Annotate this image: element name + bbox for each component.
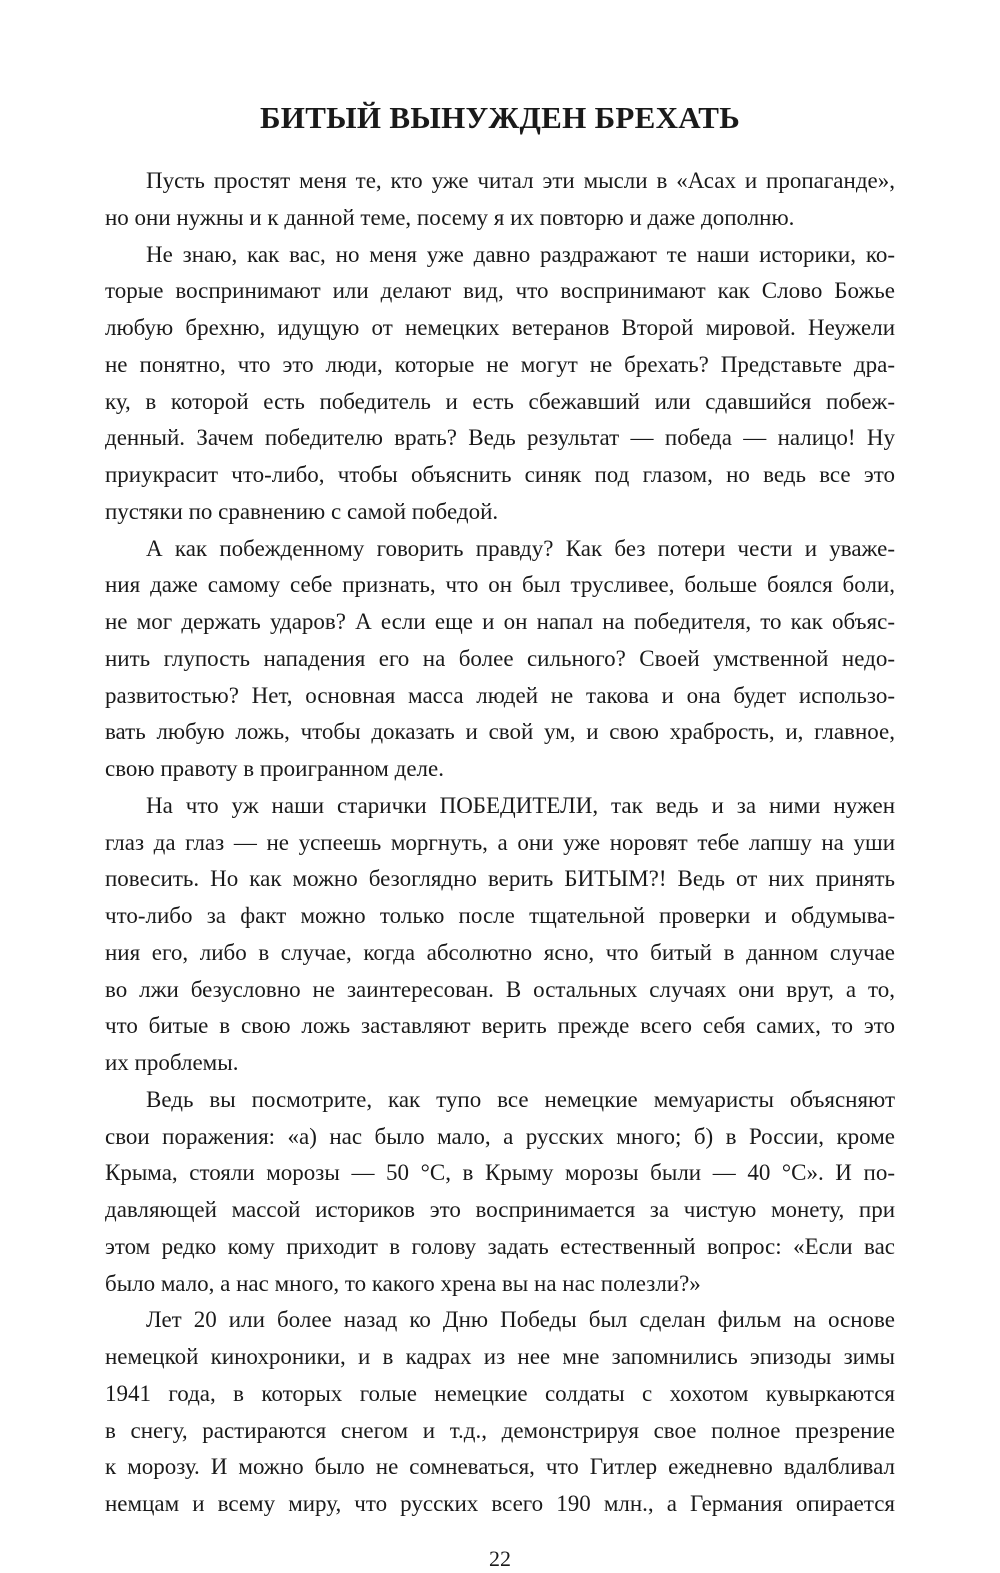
text-line: Ведь вы посмотрите, как тупо все немецкие мемуаристы объясняют (146, 1086, 895, 1112)
text-line: было мало, а нас много, то какого хрена вы на нас полезли?» (105, 1270, 701, 1296)
paragraph (105, 1082, 895, 1303)
text-line: глаз да глаз — не успеешь моргнуть, а они уже норовят тебе лапшу на уши (105, 829, 895, 855)
text-line: Лет 20 или более назад ко Дню Победы был сделан фильм на основе (146, 1307, 895, 1333)
text-line: что битые в свою ложь заставляют верить прежде всего себя самих, то это (105, 1013, 895, 1039)
text-line: немецкой кинохроники, и в кадрах из нее мне запомнились эпизоды зимы (105, 1344, 895, 1369)
text-line: не понятно, что это люди, которые не могут не брехать? Представьте дра- (105, 351, 895, 377)
text-line: немцам и всему миру, что русских всего 190 млн., а Германия опирается (105, 1491, 895, 1516)
text-line: не мог держать ударов? А если еще и он напал на победителя, то как объяс- (105, 609, 895, 634)
paragraph (105, 788, 895, 1082)
chapter-title: БИТЫЙ ВЫНУЖДЕН БРЕХАТЬ (259, 100, 741, 135)
text-line: Крыма, стояли морозы — 50 °С, в Крыму морозы были — 40 °С». И по- (105, 1160, 895, 1186)
text-line: во лжи безусловно не заинтересован. В остальных случаях они врут, а то, (105, 976, 895, 1002)
text-line: любую брехню, идущую от немецких ветеранов Второй мировой. Неужели (105, 315, 895, 340)
text-line: вать любую ложь, чтобы доказать и свой ум, и свою храбрость, и, главное, (105, 719, 895, 745)
text-line: 1941 года, в которых голые немецкие солдаты с хохотом кувыркаются (105, 1380, 895, 1406)
text-line: А как побежденному говорить правду? Как без потери чести и уваже- (146, 535, 895, 561)
text-line: развитостью? Нет, основная масса людей не такова и она будет использо- (105, 682, 895, 708)
text-line: нить глупость нападения его на более сильного? Своей умственной недо- (105, 645, 895, 671)
paragraph (105, 163, 895, 237)
text-line: пустяки по сравнению с самой победой. (105, 498, 499, 524)
text-line: денный. Зачем победителю врать? Ведь результат — победа — налицо! Ну (105, 425, 895, 451)
text-line: их проблемы. (105, 1050, 239, 1075)
paragraph (105, 531, 895, 788)
text-line: свои поражения: «а) нас было мало, а русских много; б) в России, кроме (105, 1123, 895, 1149)
text-line: ку, в которой есть победитель и есть сбежавший или сдавшийся побеж- (105, 388, 895, 414)
text-line: к морозу. И можно было не сомневаться, что Гитлер ежедневно вдалбливал (105, 1454, 895, 1480)
text-line: свою правоту в проигранном деле. (105, 756, 444, 781)
text-line: ния даже самому себе признать, что он был трусливее, больше боялся боли, (105, 572, 895, 598)
text-line: повесить. Но как можно безоглядно верить БИТЫМ?! Ведь от них принять (105, 866, 895, 892)
paragraph (105, 237, 895, 531)
text-line: ния его, либо в случае, когда абсолютно ясно, что битый в данном случае (105, 939, 895, 965)
page-number: 22 (489, 1545, 511, 1571)
text-line: приукрасит что-либо, чтобы объяснить синяк под глазом, но ведь все это (105, 462, 895, 487)
text-line: что-либо за факт можно только после тщательной проверки и обдумыва- (105, 903, 895, 928)
text-line: но они нужны и к данной теме, посему я их повторю и даже дополню. (105, 204, 795, 230)
text-line: Не знаю, как вас, но меня уже давно раздражают те наши историки, ко- (146, 241, 895, 267)
text-line: в снегу, растираются снегом и т.д., демонстрируя свое полное презрение (105, 1417, 895, 1443)
book-page (0, 98, 1000, 1573)
text-line: торые воспринимают или делают вид, что воспринимают как Слово Божье (105, 278, 895, 304)
text-line: давляющей массой историков это воспринимается за чистую монету, при (105, 1197, 895, 1222)
paragraph (105, 1302, 895, 1523)
text-line: этом редко кому приходит в голову задать естественный вопрос: «Если вас (105, 1233, 895, 1259)
text-line: Пусть простят меня те, кто уже читал эти мысли в «Асах и пропаганде», (146, 168, 895, 193)
body-text (105, 163, 895, 1523)
text-line: На что уж наши старички ПОБЕДИТЕЛИ, так ведь и за ними нужен (146, 792, 895, 818)
